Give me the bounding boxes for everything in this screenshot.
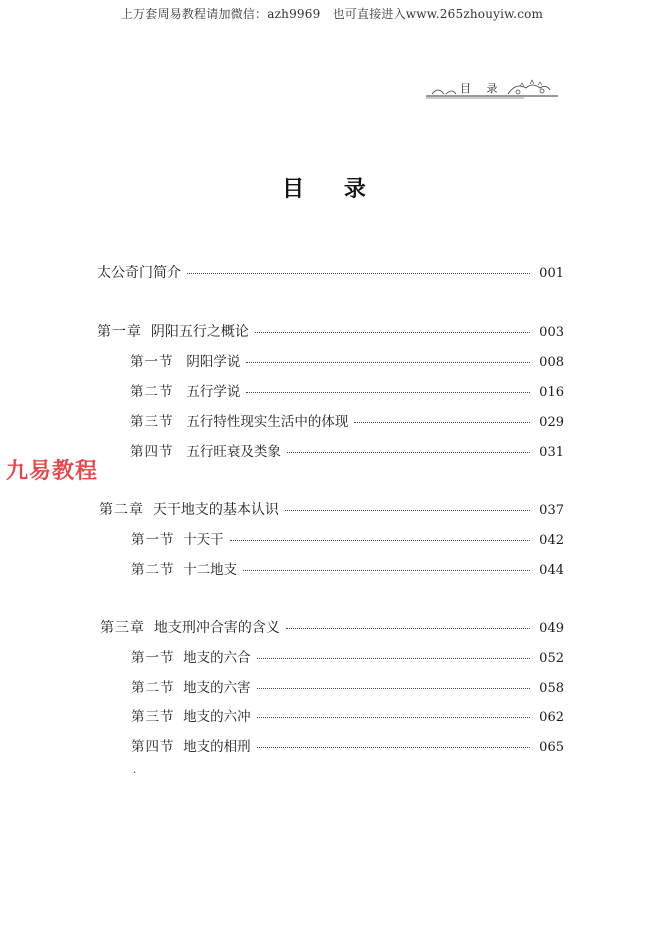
dot-leader <box>246 362 530 363</box>
dot-leader <box>354 422 530 423</box>
toc-section-3-4[interactable] <box>131 735 564 755</box>
dot-leader <box>286 628 530 629</box>
section-number: 第四节 <box>130 444 174 460</box>
section-number: 第三节 <box>130 414 174 430</box>
dot-leader <box>257 747 530 748</box>
toc-chapter-label <box>99 499 279 519</box>
section-title: 五行旺衰及类象 <box>186 444 281 460</box>
toc-section-label <box>131 558 237 578</box>
toc-page-number: 044 <box>539 563 564 578</box>
toc-section-label <box>131 735 251 755</box>
toc-section-label <box>130 350 240 370</box>
toc-section-3-2[interactable] <box>131 676 564 696</box>
section-title: 地支的六合 <box>183 650 251 666</box>
toc-section-1-2[interactable] <box>130 380 564 400</box>
toc-page-number: 042 <box>539 533 564 548</box>
section-title: 五行特性现实生活中的体现 <box>186 414 349 430</box>
dot-leader <box>243 570 530 571</box>
dot-leader <box>187 273 530 274</box>
toc-section-label <box>130 380 240 400</box>
chapter-title: 天干地支的基本认识 <box>152 502 279 518</box>
dot-leader <box>230 540 530 541</box>
running-head <box>424 78 560 102</box>
dot-leader <box>257 717 530 718</box>
toc-section-label <box>130 410 348 430</box>
toc-page-number: 062 <box>539 710 564 725</box>
toc-page-number: 008 <box>539 355 564 370</box>
section-number: 第一节 <box>131 650 175 666</box>
toc-chapter-1[interactable] <box>97 321 564 341</box>
toc-chapter-label <box>100 617 280 637</box>
toc-section-label <box>131 705 251 725</box>
toc-page-number: 065 <box>539 740 564 755</box>
toc-page-number: 049 <box>539 621 564 636</box>
toc-page-number: 001 <box>539 266 564 281</box>
toc-section-3-3[interactable] <box>131 705 564 725</box>
toc-page-number: 052 <box>539 651 564 666</box>
toc-entry-label: 太公奇门简介 <box>97 265 181 281</box>
chapter-number: 第一章 <box>97 324 142 340</box>
toc-page-number: 058 <box>539 681 564 696</box>
dot-leader <box>257 658 530 659</box>
section-number: 第一节 <box>131 532 175 548</box>
toc-page-number: 031 <box>539 445 564 460</box>
section-title: 地支的相刑 <box>183 739 251 755</box>
section-number: 第二节 <box>131 562 175 578</box>
dot-leader <box>257 688 530 689</box>
dot-leader <box>285 510 530 511</box>
section-title: 地支的六冲 <box>183 709 251 725</box>
dot-leader <box>287 452 530 453</box>
section-title: 地支的六害 <box>183 680 251 696</box>
section-number: 第二节 <box>131 680 175 696</box>
toc-section-2-1[interactable] <box>131 528 564 548</box>
chapter-number: 第三章 <box>100 620 145 636</box>
section-title: 十天干 <box>183 532 224 548</box>
dot-leader <box>246 392 530 393</box>
toc-section-1-4[interactable] <box>130 440 564 460</box>
header-note: 上万套周易教程请加微信：azh9969 也可直接进入www.265zhouyiw.com <box>120 7 544 21</box>
section-number: 第三节 <box>131 709 175 725</box>
toc-section-2-2[interactable] <box>131 558 564 578</box>
toc-section-label <box>130 440 281 460</box>
chapter-title: 阴阳五行之概论 <box>150 324 249 340</box>
section-number: 第一节 <box>130 354 174 370</box>
toc-chapter-3[interactable] <box>100 617 564 637</box>
stray-mark: · <box>133 768 137 779</box>
toc-entry-intro[interactable] <box>97 262 564 282</box>
toc-chapter-2[interactable] <box>99 499 564 519</box>
section-number: 第四节 <box>131 739 175 755</box>
chapter-number: 第二章 <box>99 502 144 518</box>
toc-section-1-3[interactable] <box>130 410 564 430</box>
toc-section-label <box>131 528 224 548</box>
toc-section-1-1[interactable] <box>130 350 564 370</box>
toc-page-number: 016 <box>539 385 564 400</box>
toc-page-number: 037 <box>539 503 564 518</box>
toc-section-label <box>131 646 251 666</box>
toc-section-3-1[interactable] <box>131 646 564 666</box>
toc-page-number: 003 <box>539 325 564 340</box>
page-title: 目 录 <box>282 177 382 202</box>
section-title: 五行学说 <box>186 384 241 400</box>
running-head-label: 目 录 <box>460 82 504 95</box>
chapter-title: 地支刑冲合害的含义 <box>153 620 280 636</box>
toc-chapter-label <box>97 321 249 341</box>
watermark-logo: 九易教程 <box>6 459 99 484</box>
toc-page-number: 029 <box>539 415 564 430</box>
section-title: 十二地支 <box>183 562 238 578</box>
dot-leader <box>255 332 530 333</box>
section-title: 阴阳学说 <box>186 354 241 370</box>
section-number: 第二节 <box>130 384 174 400</box>
toc-section-label <box>131 676 251 696</box>
